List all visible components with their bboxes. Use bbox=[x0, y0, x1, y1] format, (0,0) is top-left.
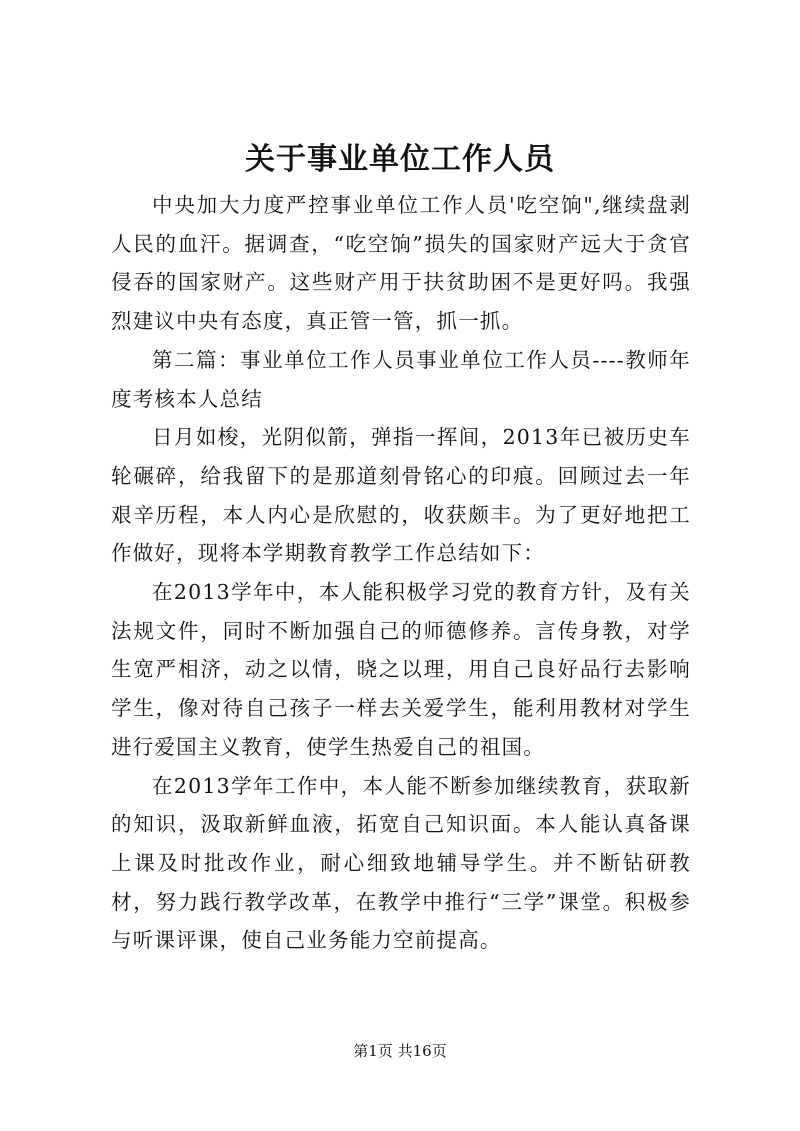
page-number-footer: 第1页 共16页 bbox=[353, 1042, 447, 1060]
paragraph-5: 在2013学年工作中，本人能不断参加继续教育，获取新的知识，汲取新鲜血液，拓宽自己知识面。本人能认真备课上课及时批改作业，耐心细致地辅导学生。并不断钻研教材，努力践行教学改革，在教学中推行“三学”课堂。积极参与听课评课，使自己业务能力空前提高。 bbox=[111, 773, 691, 953]
paragraph-1: 中央加大力度严控事业单位工作人员'吃空饷",继续盘剥人民的血汗。据调查，“吃空饷”损失的国家财产远大于贪官侵吞的国家财产。这些财产用于扶贫助困不是更好吗。我强烈建议中央有态度，真正管一管，抓一抓。 bbox=[111, 193, 691, 334]
document-title: 关于事业单位工作人员 bbox=[245, 142, 555, 177]
document-body bbox=[111, 186, 691, 960]
paragraph-4: 在2013学年中，本人能积极学习党的教育方针，及有关法规文件，同时不断加强自己的师德修养。言传身教，对学生宽严相济，动之以情，晓之以理，用自己良好品行去影响学生，像对待自己孩子一样去关爱学生，能利用教材对学生进行爱国主义教育，使学生热爱自己的祖国。 bbox=[111, 580, 691, 759]
paragraph-2-section-heading: 第二篇：事业单位工作人员事业单位工作人员----教师年度考核本人总结 bbox=[111, 347, 691, 411]
paragraph-3: 日月如梭，光阴似箭，弹指一挥间，2013年已被历史车轮碾碎，给我留下的是那道刻骨铭心的印痕。回顾过去一年艰辛历程，本人内心是欣慰的，收获颇丰。为了更好地把工作做好，现将本学期教育教学工作总结如下： bbox=[111, 425, 691, 566]
